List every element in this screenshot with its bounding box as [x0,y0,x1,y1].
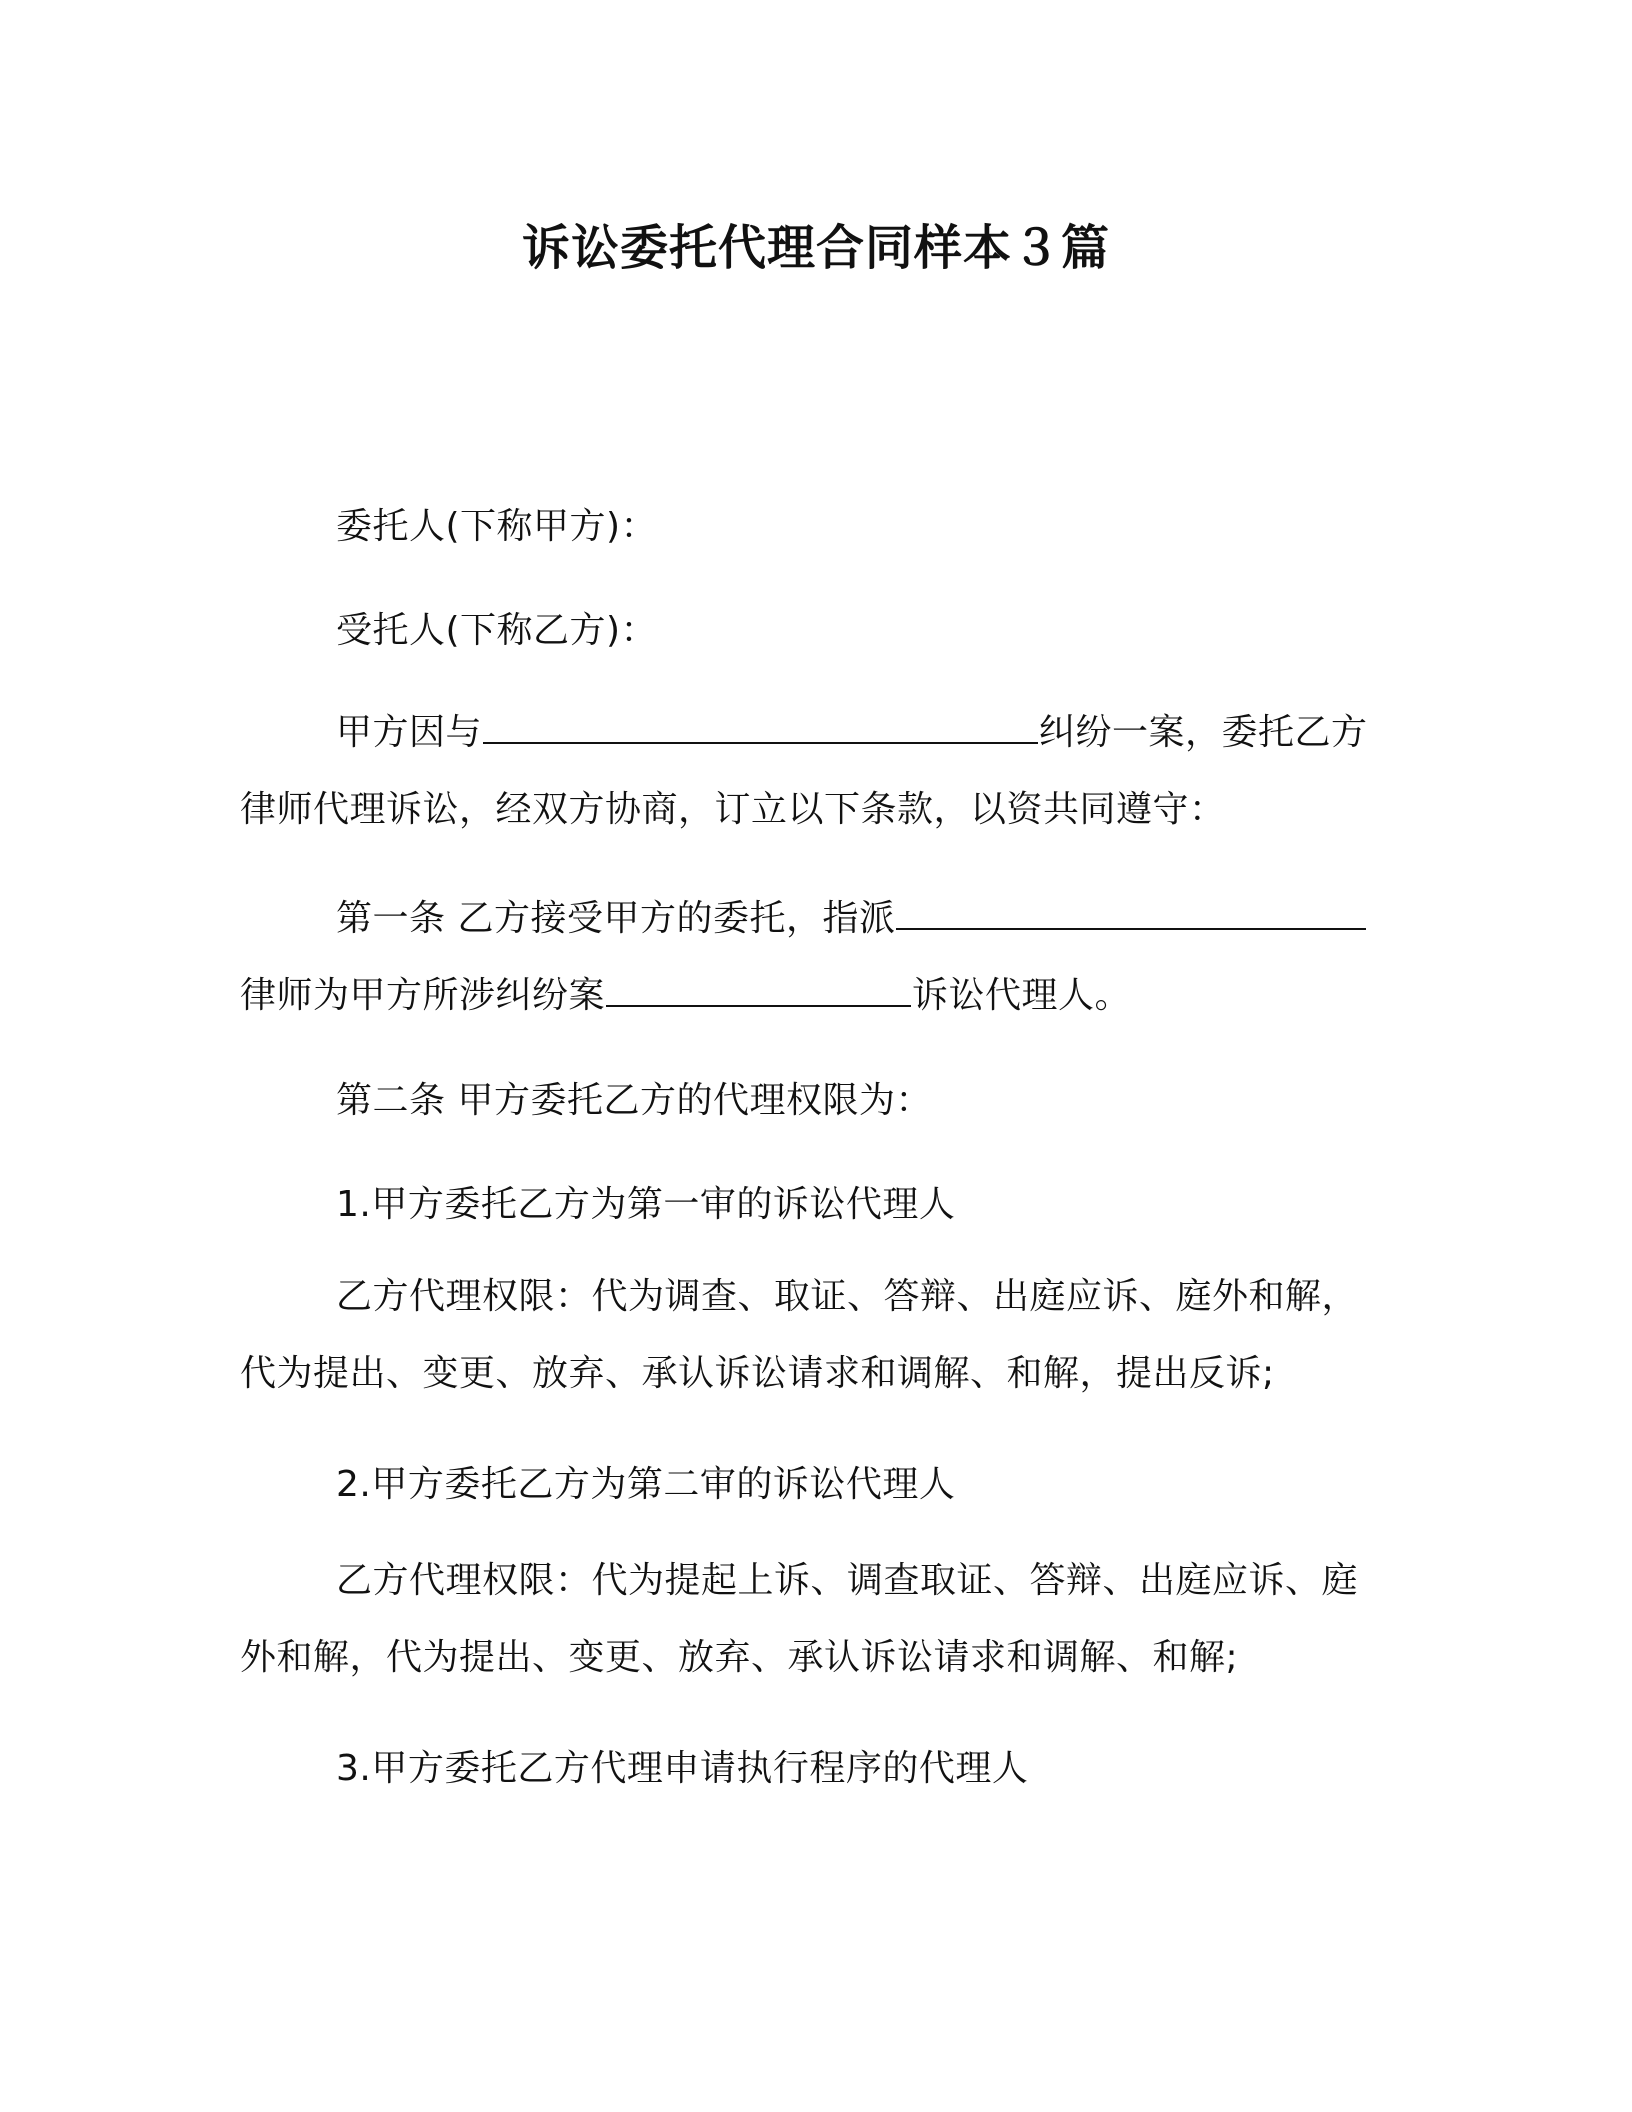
paragraph-article-2: 第二条 甲方委托乙方的代理权限为： [336,1080,932,1121]
paragraph-item-1-scope: 乙方代理权限：代为调查、取证、答辩、出庭应诉、庭外和解，代为提出、变更、放弃、承认诉讼请求和调解、和解，提出反诉; [240,1276,1359,1394]
case-blank [606,975,911,1007]
lawyer-name-blank [896,898,1366,930]
article-1-text-mid: 律师为甲方所涉纠纷案 [240,975,606,1016]
intro-text-start: 甲方因与 [336,712,483,753]
paragraph-item-2: 2.甲方委托乙方为第二审的诉讼代理人 [336,1464,956,1505]
intro-text-end: 律师代理诉讼，经双方协商，订立以下条款，以资共同遵守： [240,789,1226,830]
paragraph-item-1: 1.甲方委托乙方为第一审的诉讼代理人 [336,1184,956,1225]
paragraph-principal: 委托人(下称甲方)： [336,506,658,547]
article-1-text-end: 诉讼代理人。 [912,975,1132,1016]
paragraph-item-3: 3.甲方委托乙方代理申请执行程序的代理人 [336,1748,1029,1789]
paragraph-article-1 [240,880,1380,1034]
article-1-text-start: 第一条 乙方接受甲方的委托，指派 [336,898,896,939]
dispute-blank [483,712,1038,744]
paragraph-agent: 受托人(下称乙方)： [336,610,658,651]
paragraph-item-2-scope: 乙方代理权限：代为提起上诉、调查取证、答辩、出庭应诉、庭外和解，代为提出、变更、放弃、承认诉讼请求和调解、和解; [240,1560,1359,1678]
paragraph-intro [240,694,1380,848]
intro-text-mid: 纠纷一案，委托乙方 [1039,712,1368,753]
document-title: 诉讼委托代理合同样本３篇 [521,220,1110,276]
